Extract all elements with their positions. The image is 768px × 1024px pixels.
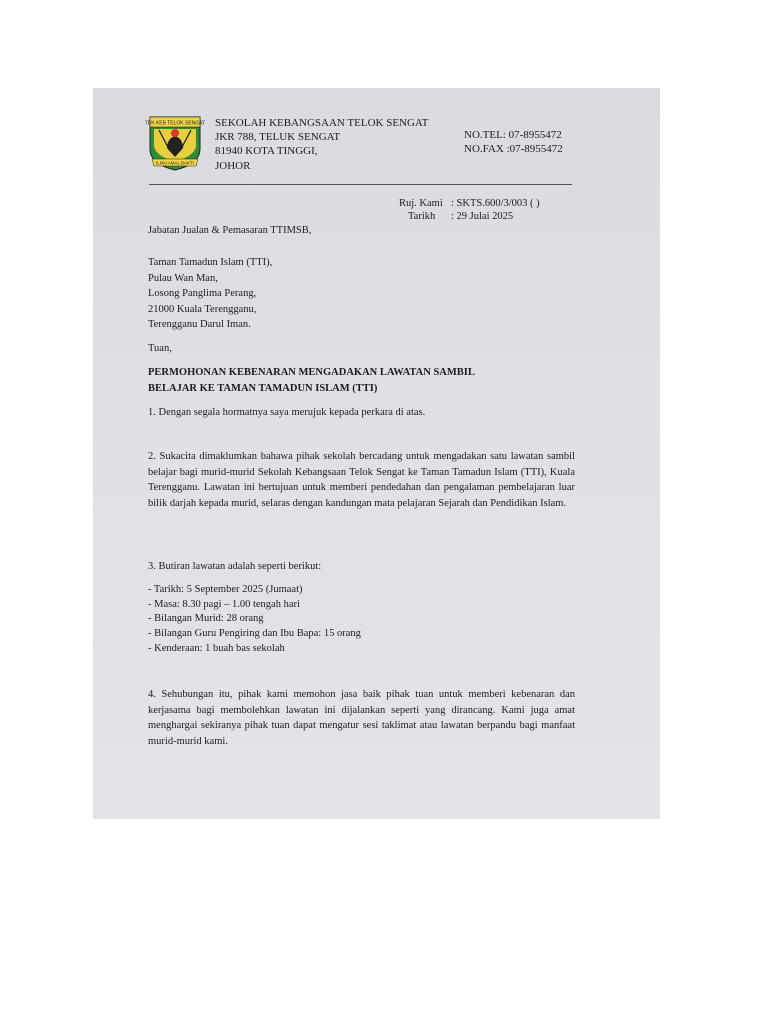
paragraph-4: 4. Sehubungan itu, pihak kami memohon jasa baik pihak tuan untuk memberi kebenaran dan kerjasama bagi membolehkan lawatan ini dijalankan seperti yang dirancang. Kami juga amat menghargai sekiranya pihak tuan dapat mengatur sesi taklimat atau lawatan berpandu bagi manfaat murid-murid kami. bbox=[148, 689, 575, 747]
reference-block bbox=[399, 198, 540, 223]
list-item: - Masa: 8.30 pagi – 1.00 tengah hari bbox=[148, 598, 300, 610]
recipient-address-line: Losong Panglima Perang, bbox=[148, 288, 257, 300]
letter-photo bbox=[93, 88, 660, 819]
school-crest-icon bbox=[144, 115, 206, 171]
subject-line: PERMOHONAN KEBENARAN MENGADAKAN LAWATAN SAMBIL bbox=[148, 367, 475, 378]
crest-banner-text: TEK KEB TELOK SENGAT bbox=[144, 120, 206, 127]
date-label: Tarikh bbox=[408, 210, 436, 222]
visit-details-list bbox=[148, 583, 361, 657]
recipient-department: Jabatan Jualan & Pemasaran TTIMSB, bbox=[148, 225, 312, 236]
school-address-line: JOHOR bbox=[215, 159, 251, 172]
paragraph-3: 3. Butiran lawatan adalah seperti berikut: bbox=[148, 561, 322, 572]
school-tel: NO.TEL: 07-8955472 bbox=[464, 129, 562, 141]
header-divider bbox=[149, 184, 572, 185]
salutation: Tuan, bbox=[148, 343, 172, 354]
ruj-value: : SKTS.600/3/003 ( ) bbox=[451, 198, 540, 209]
crest-motto-text: ILMU AMAL BAKTI bbox=[155, 160, 195, 166]
recipient-address-line: 21000 Kuala Terengganu, bbox=[148, 303, 257, 315]
date-value: : 29 Julai 2025 bbox=[451, 210, 514, 222]
list-item: - Bilangan Murid: 28 orang bbox=[148, 613, 264, 625]
school-contact bbox=[464, 128, 563, 156]
subject-line: BELAJAR KE TAMAN TAMADUN ISLAM (TTI) bbox=[148, 382, 378, 394]
paragraph-1: 1. Dengan segala hormatnya saya merujuk kepada perkara di atas. bbox=[148, 407, 426, 418]
school-address-line: 81940 KOTA TINGGI, bbox=[215, 145, 318, 158]
recipient-address-line: Terengganu Darul Iman. bbox=[148, 319, 251, 331]
recipient-address-line: Pulau Wan Man, bbox=[148, 272, 218, 284]
school-fax: NO.FAX :07-8955472 bbox=[464, 143, 563, 156]
paragraph-2: 2. Sukacita dimaklumkan bahawa pihak sekolah bercadang untuk mengadakan satu lawatan sambil belajar bagi murid-murid Sekolah Kebangsaan Telok Sengat ke Taman Tamadun Islam (TTI), Kuala Terengganu. Lawatan ini bertujuan untuk memberi pendedahan dan pengalaman pembelajaran luar bilik darjah kepada murid, selaras dengan kandungan mata pelajaran Sejarah dan Pendidikan Islam. bbox=[148, 451, 575, 509]
ruj-label: Ruj. Kami bbox=[399, 198, 443, 209]
school-header bbox=[215, 116, 428, 173]
list-item: - Kenderaan: 1 buah bas sekolah bbox=[148, 642, 285, 654]
recipient-address bbox=[148, 255, 272, 333]
list-item: - Tarikh: 5 September 2025 (Jumaat) bbox=[148, 584, 303, 595]
school-address-line: JKR 788, TELUK SENGAT bbox=[215, 131, 341, 144]
recipient-address-line: Taman Tamadun Islam (TTI), bbox=[148, 257, 273, 268]
list-item: - Bilangan Guru Pengiring dan Ibu Bapa: 15 orang bbox=[148, 628, 361, 640]
letter-subject bbox=[148, 365, 568, 396]
school-name: SEKOLAH KEBANGSAAN TELOK SENGAT bbox=[215, 117, 429, 129]
